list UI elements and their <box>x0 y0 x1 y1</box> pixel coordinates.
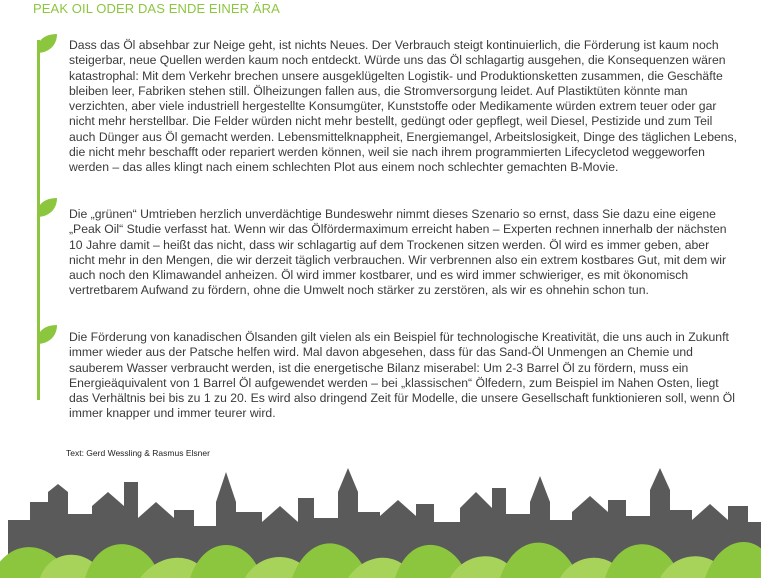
paragraph-3: Die Förderung von kanadischen Ölsanden gilt vielen als ein Beispiel für technologische Kreativität, die uns auch in Zukunft immer wieder aus der Patsche helfen wird. Mal davon abgesehen, dass für das Sand-Öl Unmengen an Chemie und sauberem Wasser verbraucht werden, ist die energetische Bilanz miserabel: Um 2-3 Barrel Öl zu fördern, muss ein Energieäquivalent von 1 Barrel Öl aufgewendet werden – bei „klassischen“ Ölfedern, zum Beispiel im Nahen Osten, liegt das Verhältnis bei bis zu 1 zu 20. Es wird also dringend Zeit für Modelle, die unsere Gesellschaft funktionieren soll, wenn Öl immer knapper und immer teurer wird. <box>69 330 735 421</box>
leaf-icon <box>32 196 58 218</box>
paragraph-1: Dass das Öl absehbar zur Neige geht, ist nichts Neues. Der Verbrauch steigt kontinuierlich, die Förderung ist kaum noch steigerbar, neue Quellen werden kaum noch entdeckt. Würde uns das Öl schlagartig ausgehen, die Konsequenzen wären katastrophal: Mit dem Verkehr brechen unsere ausgeklügelten Logistik- und Produktionsketten zusammen, die Geschäfte bleiben leer, Fabriken stehen still. Ölheizungen fallen aus, die Stromversorgung leidet. Auf Plastiktüten könnte man verzichten, aber viele industriell hergestellte Konsumgüter, Kunststoffe oder Medikamente würden extrem teuer oder gar nicht mehr herstellbar. Die Felder würden nicht mehr bestellt, gedüngt oder gepflegt, weil Diesel, Pestizide und zum Teil auch Dünger aus Öl gemacht werden. Lebensmittelknappheit, Energiemangel, Arbeitslosigkeit, Dinge des täglichen Lebens, die nicht mehr beschafft oder repariert werden können, weil sie nach ihrem programmierten Lifecycletod weggeworfen werden – das alles klingt nach einem schlechten Plot aus einem noch schlechter gemachten B-Movie. <box>69 38 738 175</box>
city-skyline-illustration <box>0 462 761 578</box>
page-title: PEAK OIL ODER DAS ENDE EINER ÄRA <box>33 1 280 16</box>
paragraph-2: Die „grünen“ Umtrieben herzlich unverdächtige Bundeswehr nimmt dieses Szenario so ernst, dass Sie dazu eine eigene „Peak Oil“ Studie verfasst hat. Wenn wir das Ölfördermaximum erreicht haben – Experten rechnen innerhalb der nächsten 10 Jahre damit – heißt das nicht, dass wir schlagartig auf dem Trockenen sitzen werden. Öl wird es immer geben, aber nicht mehr in den Mengen, die wir derzeit täglich verbrauchen. Wir verbrennen also ein extrem kostbares Gut, mit dem wir auch noch den Klimawandel anheizen. Öl wird immer kostbarer, und es wird immer schwieriger, es mit ökonomisch vertretbarem Aufwand zu fördern, ohne die Umwelt noch stärker zu zerstören, als wir es ohnehin schon tun. <box>69 207 727 298</box>
leaf-icon <box>32 323 58 345</box>
author-credit: Text: Gerd Wessling & Rasmus Elsner <box>66 448 210 458</box>
leaf-icon <box>32 32 58 54</box>
accent-line <box>37 40 40 400</box>
